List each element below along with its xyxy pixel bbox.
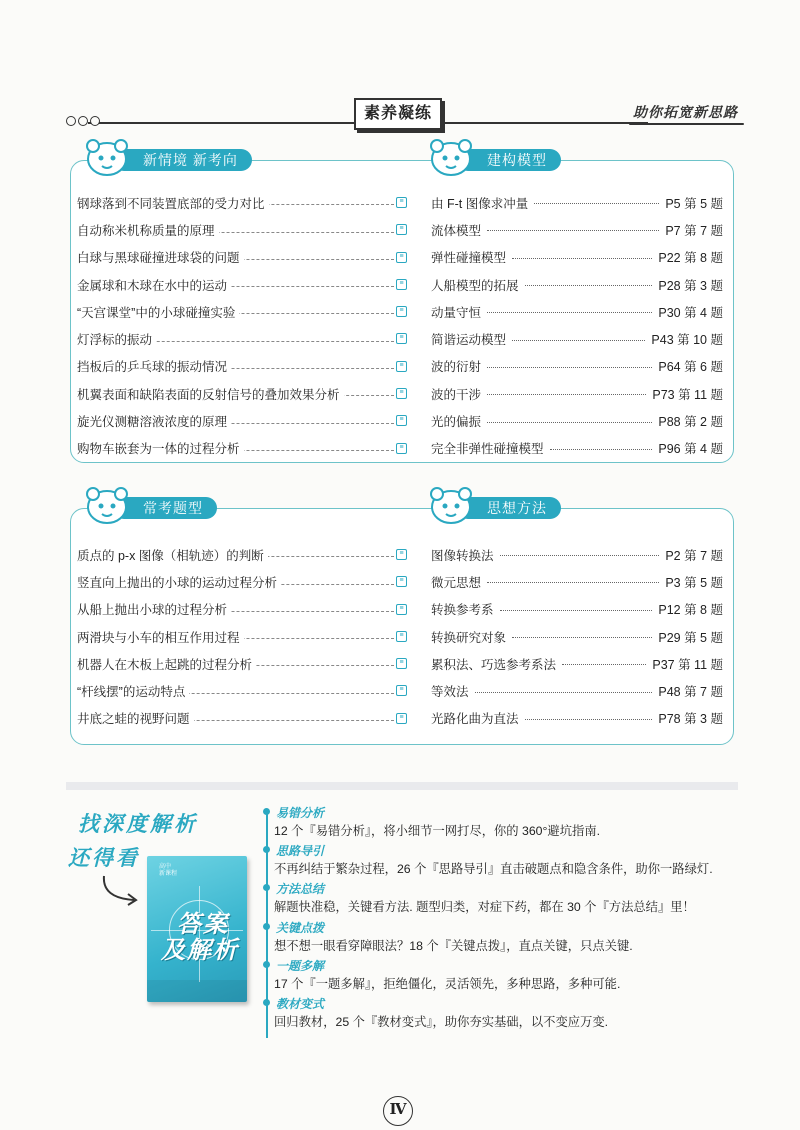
list-item [77,623,727,650]
page-ref: P12 第 8 题 [652,600,723,618]
mascot-icon [429,485,473,525]
bullet-dot-icon [263,808,270,815]
scenario-text: 灯浮标的振动 [77,330,156,348]
scenario-cell [77,568,407,595]
page-ref: P28 第 3 题 [652,276,723,294]
scenario-cell [77,244,407,271]
question-ref-icon: ≡ [396,388,407,399]
model-text: 累积法、巧选参考系法 [431,655,562,673]
scenario-text: 质点的 p-x 图像（相轨迹）的判断 [77,546,268,564]
model-text: 波的衍射 [431,357,487,375]
scenario-text: 从船上抛出小球的过程分析 [77,600,231,618]
question-ref-icon: ≡ [396,631,407,642]
page-ref: P78 第 3 题 [652,709,723,727]
feature-title: 思路导引 [276,844,325,859]
page-ref: P37 第 11 题 [646,655,723,673]
model-text: 流体模型 [431,221,487,239]
question-ref-icon: ≡ [396,252,407,263]
page-ref: P22 第 8 题 [652,248,723,266]
model-cell [431,541,723,568]
bullet-dot-icon [263,846,270,853]
question-ref-icon: ≡ [396,576,407,587]
list-item [77,298,727,325]
model-text: 转换参考系 [431,600,500,618]
question-ref-icon: ≡ [396,713,407,724]
feature-item [270,804,740,842]
scenario-cell [77,541,407,568]
list-item [77,596,727,623]
model-text: 完全非弹性碰撞模型 [431,439,550,457]
page-ref: P3 第 5 题 [659,573,723,591]
page-ref: P73 第 11 题 [646,385,723,403]
model-text: 简谐运动模型 [431,330,512,348]
list-item [77,271,727,298]
model-cell [431,705,723,732]
dot-leader [525,285,653,286]
feature-text: 回归教材，25 个『教材变式』，助你夯实基础，以不变应万变. [274,1014,609,1029]
scenario-text: 自动称米机称质量的原理 [77,221,219,239]
context-model-list [77,189,727,462]
feature-title: 方法总结 [276,882,325,897]
question-ref-icon: ≡ [396,549,407,560]
list-item [77,353,727,380]
context-model-box [70,152,734,463]
feature-item [270,957,740,995]
scenario-text: 白球与黑球碰撞进球袋的问题 [77,248,244,266]
list-item [77,541,727,568]
mascot-icon [85,137,129,177]
question-method-box [70,500,734,745]
page-ref: P5 第 5 题 [659,194,723,212]
scenario-text: 机翼表面和缺陷表面的反射信号的叠加效果分析 [77,385,344,403]
model-text: 光的偏振 [431,412,487,430]
question-ref-icon: ≡ [396,415,407,426]
page-ref: P96 第 4 题 [652,439,723,457]
page-number: Ⅳ [383,1096,413,1126]
dot-leader [475,692,653,693]
page-ref: P43 第 10 题 [645,330,723,348]
badge-label: 建构模型 [457,149,561,171]
scenario-cell [77,353,407,380]
list-item [77,705,727,732]
scenario-cell [77,325,407,352]
model-text: 图像转换法 [431,546,500,564]
dot-leader [487,230,659,231]
curved-arrow-icon [98,874,144,910]
question-ref-icon: ≡ [396,361,407,372]
scenario-cell [77,596,407,623]
page-ref: P29 第 5 题 [652,628,723,646]
dot-leader [487,394,646,395]
divider-bar [66,782,738,790]
question-ref-icon: ≡ [396,604,407,615]
model-text: 波的干涉 [431,385,487,403]
model-cell [431,380,723,407]
scenario-cell [77,705,407,732]
scenario-text: “天宫课堂”中的小球碰撞实验 [77,303,239,321]
dot-leader [534,203,659,204]
dot-leader [525,719,653,720]
list-item [77,568,727,595]
list-item [77,216,727,243]
scenario-text: 金属球和木球在水中的运动 [77,276,231,294]
badge-label: 常考题型 [113,497,217,519]
model-cell [431,677,723,704]
feature-title: 关键点拨 [276,920,325,935]
scenario-text: 两滑块与小车的相互作用过程 [77,628,244,646]
dot-leader [487,312,652,313]
bullet-dot-icon [263,999,270,1006]
scenario-text: 钢球落到不同装置底部的受力对比 [77,194,269,212]
model-text: 微元思想 [431,573,487,591]
scenario-text: 旋光仪测糖溶液浓度的原理 [77,412,231,430]
dot-leader [512,340,645,341]
question-method-list [77,541,727,732]
feature-title: 易错分析 [276,806,325,820]
model-cell [431,596,723,623]
page-ref: P7 第 7 题 [659,221,723,239]
list-item [77,189,727,216]
scenario-cell [77,650,407,677]
dot-leader [562,664,646,665]
model-text: 转换研究对象 [431,628,512,646]
feature-list [270,804,740,1033]
question-ref-icon: ≡ [396,197,407,208]
model-cell [431,325,723,352]
page-ref: P48 第 7 题 [652,682,723,700]
question-ref-icon: ≡ [396,306,407,317]
mascot-icon [429,137,473,177]
page-ref: P64 第 6 题 [652,357,723,375]
bullet-dot-icon [263,923,270,930]
question-ref-icon: ≡ [396,224,407,235]
model-cell [431,298,723,325]
feature-text: 不再纠结于繁杂过程，26 个『思路导引』直击破题点和隐含条件，助你一路绿灯. [274,862,713,877]
feature-text: 想不想一眼看穿障眼法？18 个『关键点拨』，直点关键，只点关键. [274,938,633,953]
question-ref-icon: ≡ [396,333,407,344]
model-text: 动量守恒 [431,303,487,321]
list-item [77,380,727,407]
dot-leader [512,637,652,638]
bullet-dot-icon [263,961,270,968]
page-ref: P30 第 4 题 [652,303,723,321]
question-ref-icon: ≡ [396,685,407,696]
scenario-text: “杆线摆”的运动特点 [77,682,189,700]
model-cell [431,623,723,650]
feature-item [270,995,740,1033]
mascot-icon [85,485,129,525]
model-cell [431,271,723,298]
list-item [77,244,727,271]
model-cell [431,353,723,380]
question-ref-icon: ≡ [396,658,407,669]
feature-item [270,880,740,918]
feature-item [270,919,740,957]
header-title: 素养凝练 [354,98,442,130]
dot-leader [500,555,660,556]
feature-title: 教材变式 [276,996,325,1011]
scenario-cell [77,189,407,216]
model-cell [431,568,723,595]
dot-leader [500,610,653,611]
dot-leader [512,258,652,259]
dot-leader [487,582,659,583]
bullet-dot-icon [263,884,270,891]
badge-label: 新情境 新考向 [113,149,252,171]
dot-leader [550,449,653,450]
scenario-cell [77,435,407,462]
list-item [77,435,727,462]
model-text: 等效法 [431,682,475,700]
question-ref-icon: ≡ [396,443,407,454]
model-cell [431,244,723,271]
model-cell [431,435,723,462]
scenario-cell [77,298,407,325]
feature-item [270,842,740,880]
scenario-text: 井底之蛙的视野问题 [77,709,194,727]
model-cell [431,407,723,434]
dot-leader [487,367,652,368]
list-item [77,407,727,434]
scenario-cell [77,677,407,704]
feature-text: 解题快准稳，关键看方法. 题型归类，对症下药，都在 30 个『方法总结』里！ [274,900,695,915]
page-ref: P2 第 7 题 [659,546,723,564]
badge-label: 思想方法 [457,497,561,519]
header-slogan: 助你拓宽新思路 [633,104,738,120]
scenario-cell [77,216,407,243]
cover-series-2: 新课程 [159,871,178,877]
model-text: 弹性碰撞模型 [431,248,512,266]
list-item [77,650,727,677]
scenario-cell [77,407,407,434]
feature-text: 12 个『易错分析』，将小细节一网打尽，你的 360°避坑指南. [274,824,601,838]
cover-series-1: 高中 [159,864,172,870]
promo-line-2: 还得看 [68,847,140,870]
model-cell [431,189,723,216]
answer-book-cover [147,856,247,1002]
feature-text: 17 个『一题多解』，拒绝僵化，灵活领先，多种思路，多种可能. [274,976,621,991]
scenario-cell [77,271,407,298]
page-ref: P88 第 2 题 [652,412,723,430]
section-header [66,96,738,136]
dot-leader [487,422,652,423]
scenario-text: 机器人在木板上起跳的过程分析 [77,655,256,673]
feature-title: 一题多解 [276,958,325,973]
promo-line-1: 找深度解析 [78,813,198,836]
question-ref-icon: ≡ [396,279,407,290]
cover-title-1: 答案 [177,911,229,938]
model-cell [431,650,723,677]
scenario-text: 挡板后的乒乓球的振动情况 [77,357,231,375]
model-cell [431,216,723,243]
scenario-text: 购物车嵌套为一体的过程分析 [77,439,244,457]
model-text: 由 F-t 图像求冲量 [431,194,534,212]
model-text: 人船模型的拓展 [431,276,525,294]
scenario-cell [77,623,407,650]
list-item [77,325,727,352]
scenario-text: 竖直向上抛出的小球的运动过程分析 [77,573,281,591]
scenario-cell [77,380,407,407]
cover-title-2: 及解析 [161,937,239,964]
header-dots-icon [66,116,100,126]
model-text: 光路化曲为直法 [431,709,525,727]
list-item [77,677,727,704]
